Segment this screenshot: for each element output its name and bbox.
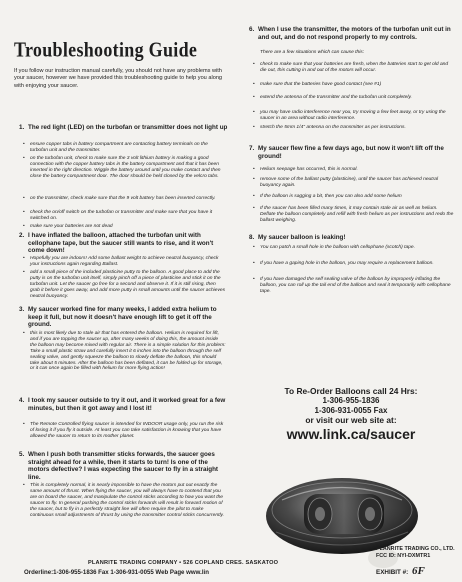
answer-8-1: • You can patch a small hole in the balloon with cellophane (scotch) tape.: [260, 245, 454, 251]
company-name: PLANRITE TRADING CO., LTD.: [376, 546, 455, 552]
exhibit-handwritten-number: 6F: [411, 565, 425, 577]
answer-7-3: • If the balloon is sagging a bit, then you can also add some helium: [260, 194, 454, 200]
answer-6-4: • you may have radio interference near you, try moving a few feet away, or try using the saucer in an area without radio interference.: [260, 110, 454, 122]
answer-5-1: • This is completely normal, it is nearly impossible to have the motors put out exactly the same amount of thrust. When flying the saucer, you will always have to contend that you are on board the saucer, and manipulate the control sticks according to how you want the saucer to fly. In general pushing the control sticks forwards will result in forward motion of the saucer, but to fly in a perfectly straight line will often require the pilot to make continuous small adjustments of thrust by using the transmitter control sticks concurrently.: [30, 483, 226, 518]
footer-address: PLANRITE TRADING COMPANY • 526 COPLAND CRES. SASKATOO: [88, 560, 279, 566]
answer-4-1: • The Remote Controlled flying saucer is intended for INDOOR usage only, you run the risk of losing it if you fly it outside. At least you can take satisfaction in knowing that you have allowed the saucer to return to its mother planet.: [30, 422, 226, 440]
answer-1-3: • on the transmitter, check make sure that the 9 volt battery has been inserted correctly.: [30, 196, 226, 202]
question-3: 3. My saucer worked fine for many weeks, I added extra helium to keep it full, but now it doesn't have enough lift to get it off the ground.: [19, 306, 217, 329]
intro-paragraph: If you follow our instruction manual carefully, you should not have any problems with your saucer, however we have provided this troubleshooting guide to help you along with enjoying your saucer.: [14, 68, 223, 89]
question-5: 5. When I push both transmitter sticks forwards, the saucer goes straight ahead for a while, then it starts to turn! Is one of the motors defective? I was expecting the saucer to fly in a straight line.: [19, 451, 219, 481]
question-1: 1. The red light (LED) on the turbofan or transmitter does not light up: [19, 124, 228, 131]
answer-3-1: • this is most likely due to stale air that has entered the balloon. Helium is required for lift, and if you are topping the saucer up, after many weeks of doing this, the amount inside the balloon may become mixed with regular air. There is a simple solution for this problem: Take a small plastic straw and carefully insert it 6 inches into the balloon through the self sealing valve, and gently squeeze the balloon to slowly deflate the balloon, this should take about 5 minutes. After the balloon has been deflated, it can be folded up for storage, or it can once again be filled with helium for more flying action!: [30, 331, 226, 372]
fcc-id: FCC ID: NYI-DXMTR1: [376, 552, 431, 559]
question-7: 7. My saucer flew fine a few days ago, but now it won't lift off the ground!: [249, 145, 444, 160]
reorder-phone: 1-306-955-1836: [322, 396, 380, 405]
page-title: Troubleshooting Guide: [14, 38, 198, 61]
answer-8-2: • If you have a gaping hole in the balloon, you may require a replacement balloon.: [260, 261, 454, 267]
question-6: 6. When I use the transmitter, the motors of the turbofan unit cut in and out, and do not respond properly to my controls.: [249, 26, 451, 41]
footer-orderline: Orderline:1-306-955-1836 Fax 1-306-931-0055 Web Page www.lin: [24, 569, 209, 576]
question-2: 2. I have inflated the balloon, attached the turbofan unit with cellophane tape, but the saucer still wants to rise, and it won't come down!: [19, 232, 214, 255]
answer-2-2: • add a small piece of the included plasticine putty to the balloon. A good place to add the putty is on the turbofan unit itself, simply pinch off a piece of plasticine and stick it on the turbofan unit. Let the saucer go free for a second and observe it. If it is still rising, then grab it before it goes away, and add more putty in small amounts until the saucer achieves neutral buoyancy.: [30, 270, 226, 300]
exhibit-label: EXHIBIT #: 6F: [376, 565, 425, 577]
answer-6-1: • check to make sure that your batteries are fresh, when the batteries start to get old and die out, this cutting in and out of the motors will occur.: [260, 62, 454, 74]
reorder-url: www.link.ca/saucer: [286, 426, 416, 442]
reorder-info: [246, 386, 456, 442]
answer-1-4: • check the on/off switch on the turbofan or transmitter and make sure that you have it switched on.: [30, 210, 226, 222]
reorder-fax: 1-306-931-0055 Fax: [314, 405, 388, 415]
answer-7-2: • remove some of the ballast putty (plasticine), until the saucer has achieved neutral buoyancy again.: [260, 177, 454, 189]
answer-6-2: • make sure that the batteries have good contact (see #1): [260, 82, 454, 88]
question-4: 4. I took my saucer outside to try it out, and it worked great for a few minutes, but then it got away and I lost it!: [19, 397, 226, 412]
question-8: 8. My saucer balloon is leaking!: [249, 234, 346, 241]
answer-6-intro: There are a few situations which can cause this:: [260, 50, 365, 55]
answer-8-3: • If you have damaged the self sealing valve of the balloon by improperly inflating the balloon, you can roll up the tail end of the balloon and seal it temporarily with cellophane tape.: [260, 277, 454, 295]
reorder-web-label: or visit our web site at:: [305, 415, 397, 425]
answer-1-1: • ensure copper tabs in battery compartment are contacting battery terminals on the turbofan unit and the transmitter.: [30, 142, 226, 154]
company-block: [376, 546, 458, 559]
reorder-heading: To Re-Order Balloons call 24 Hrs:: [284, 386, 418, 396]
answer-2-1: • Hopefully you are indoors! Add some ballast weight to achieve neutral buoyancy, check your instructions again regarding Ballast.: [30, 256, 226, 268]
answer-1-5: • make sure your batteries are not dead: [30, 224, 226, 230]
answer-6-5: • stretch the 5mm 1/4" antenna on the transmitter as per instructions.: [260, 125, 454, 131]
answer-6-3: • extend the antenna of the transmitter and the turbofan unit completely.: [260, 95, 454, 101]
answer-7-1: • Helium seepage has occurred, this is normal.: [260, 167, 454, 173]
answer-7-4: • If the saucer has been filled many times, it may contain stale air as well as helium. Deflate the balloon completely and refill with fresh helium as per instructions and redo the ballast weighing.: [260, 206, 454, 224]
answer-1-2: • on the turbofan unit, check to make sure the 3 volt lithium battery is making a good connection with the copper battery tabs in the battery compartment and that it has been inserted in the right direction. Wiggle the battery around until you make contact and then close the battery compartment door. The door should be held closed by the velcro tabs.: [30, 156, 226, 180]
